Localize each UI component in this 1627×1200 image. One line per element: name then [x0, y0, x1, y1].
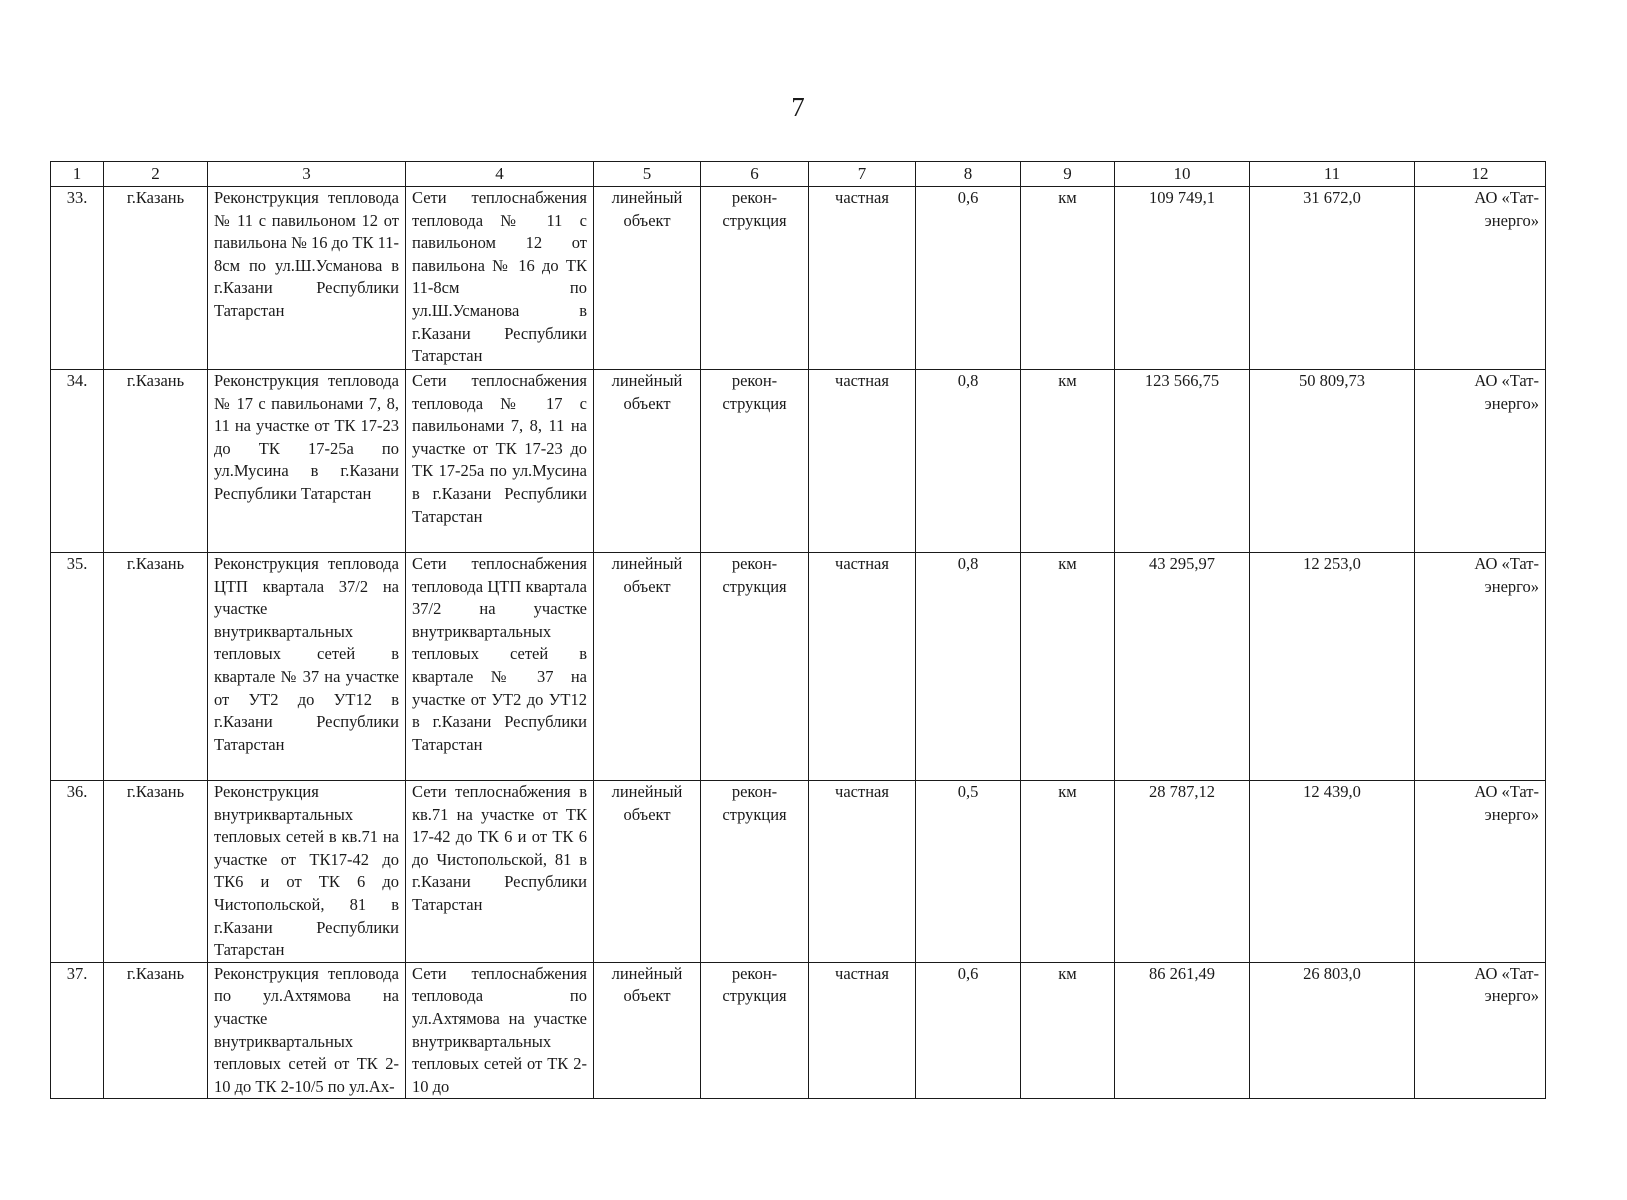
cost-total-cell: 28 787,12: [1115, 781, 1250, 963]
object-name-cell: Сети теплоснабжения тепловода № 11 с павильоном 12 от павильона № 16 до ТК 11-8см по ул.Ш.Усманова в г.Казани Республики Татарстан: [406, 187, 594, 370]
work-type-cell: рекон-струкция: [701, 553, 809, 781]
table-row: [51, 187, 1546, 370]
ownership-cell: частная: [809, 781, 916, 963]
length-cell: 0,8: [916, 553, 1021, 781]
object-type-cell: линейный объект: [594, 962, 701, 1099]
city-cell: г.Казань: [104, 370, 208, 553]
unit-cell: км: [1021, 187, 1115, 370]
column-header: 10: [1115, 162, 1250, 187]
object-type-cell: линейный объект: [594, 187, 701, 370]
cost-total-cell: 123 566,75: [1115, 370, 1250, 553]
ownership-cell: частная: [809, 370, 916, 553]
city-cell: г.Казань: [104, 781, 208, 963]
organization-cell: АО «Тат-энерго»: [1415, 781, 1546, 963]
unit-cell: км: [1021, 962, 1115, 1099]
column-header: 2: [104, 162, 208, 187]
column-header: 6: [701, 162, 809, 187]
column-header: 1: [51, 162, 104, 187]
unit-cell: км: [1021, 553, 1115, 781]
city-cell: г.Казань: [104, 962, 208, 1099]
cost-total-cell: 86 261,49: [1115, 962, 1250, 1099]
cost-year-cell: 12 253,0: [1250, 553, 1415, 781]
length-cell: 0,6: [916, 962, 1021, 1099]
cost-year-cell: 26 803,0: [1250, 962, 1415, 1099]
length-cell: 0,5: [916, 781, 1021, 963]
table-row: [51, 370, 1546, 553]
length-cell: 0,8: [916, 370, 1021, 553]
column-header: 12: [1415, 162, 1546, 187]
unit-cell: км: [1021, 370, 1115, 553]
object-name-cell: Сети теплоснабжения тепловода № 17 с павильонами 7, 8, 11 на участке от ТК 17-23 до ТК 17-25а по ул.Мусина в г.Казани Республики Татарстан: [406, 370, 594, 553]
object-type-cell: линейный объект: [594, 370, 701, 553]
table-row: [51, 781, 1546, 963]
work-type-cell: рекон-струкция: [701, 962, 809, 1099]
project-name-cell: Реконструкция тепловода по ул.Ахтямова на участке внутриквартальных тепловых сетей от ТК 2-10 до ТК 2-10/5 по ул.Ах-: [208, 962, 406, 1099]
cost-year-cell: 50 809,73: [1250, 370, 1415, 553]
row-number: 34.: [51, 370, 104, 553]
unit-cell: км: [1021, 781, 1115, 963]
city-cell: г.Казань: [104, 187, 208, 370]
row-number: 35.: [51, 553, 104, 781]
page-number: 7: [791, 92, 805, 122]
project-name-cell: Реконструкция тепловода ЦТП квартала 37/2 на участке внутриквартальных тепловых сетей в квартале № 37 на участке от УТ2 до УТ12 в г.Казани Республики Татарстан: [208, 553, 406, 781]
column-number-row: [51, 162, 1546, 187]
work-type-cell: рекон-струкция: [701, 187, 809, 370]
organization-cell: АО «Тат-энерго»: [1415, 553, 1546, 781]
column-header: 7: [809, 162, 916, 187]
table-row: [51, 553, 1546, 781]
row-number: 33.: [51, 187, 104, 370]
project-name-cell: Реконструкция тепловода № 17 с павильонами 7, 8, 11 на участке от ТК 17-23 до ТК 17-25а по ул.Мусина в г.Казани Республики Татарстан: [208, 370, 406, 553]
project-name-cell: Реконструкция тепловода № 11 с павильоном 12 от павильона № 16 до ТК 11-8см по ул.Ш.Усманова в г.Казани Республики Татарстан: [208, 187, 406, 370]
cost-total-cell: 109 749,1: [1115, 187, 1250, 370]
ownership-cell: частная: [809, 962, 916, 1099]
object-name-cell: Сети теплоснабжения тепловода ЦТП квартала 37/2 на участке внутриквартальных тепловых сетей в квартале № 37 на участке от УТ2 до УТ12 в г.Казани Республики Татарстан: [406, 553, 594, 781]
cost-year-cell: 31 672,0: [1250, 187, 1415, 370]
city-cell: г.Казань: [104, 553, 208, 781]
ownership-cell: частная: [809, 553, 916, 781]
column-header: 8: [916, 162, 1021, 187]
length-cell: 0,6: [916, 187, 1021, 370]
organization-cell: АО «Тат-энерго»: [1415, 187, 1546, 370]
investment-table: [50, 161, 1546, 1099]
cost-year-cell: 12 439,0: [1250, 781, 1415, 963]
cost-total-cell: 43 295,97: [1115, 553, 1250, 781]
column-header: 5: [594, 162, 701, 187]
table-row: [51, 962, 1546, 1099]
column-header: 4: [406, 162, 594, 187]
object-name-cell: Сети теплоснабжения тепловода по ул.Ахтямова на участке внутриквартальных тепловых сетей от ТК 2-10 до: [406, 962, 594, 1099]
row-number: 36.: [51, 781, 104, 963]
ownership-cell: частная: [809, 187, 916, 370]
object-type-cell: линейный объект: [594, 553, 701, 781]
column-header: 3: [208, 162, 406, 187]
column-header: 9: [1021, 162, 1115, 187]
work-type-cell: рекон-струкция: [701, 781, 809, 963]
organization-cell: АО «Тат-энерго»: [1415, 370, 1546, 553]
column-header: 11: [1250, 162, 1415, 187]
project-name-cell: Реконструкция внутриквартальных тепловых сетей в кв.71 на участке от ТК17-42 до ТК6 и от ТК 6 до Чистопольской, 81 в г.Казани Республики Татарстан: [208, 781, 406, 963]
work-type-cell: рекон-струкция: [701, 370, 809, 553]
organization-cell: АО «Тат-энерго»: [1415, 962, 1546, 1099]
object-type-cell: линейный объект: [594, 781, 701, 963]
object-name-cell: Сети теплоснабжения в кв.71 на участке от ТК 17-42 до ТК 6 и от ТК 6 до Чистопольской, 81 в г.Казани Республики Татарстан: [406, 781, 594, 963]
row-number: 37.: [51, 962, 104, 1099]
